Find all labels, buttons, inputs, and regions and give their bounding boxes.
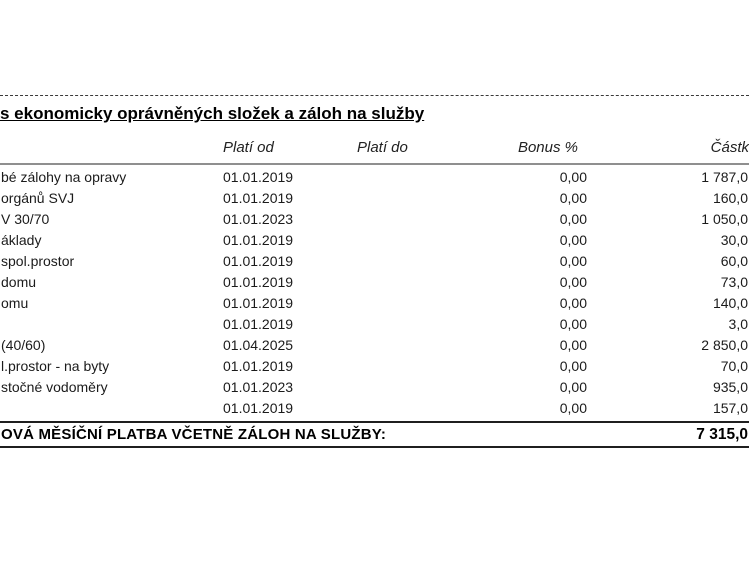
- bonus-value: 0,00: [559, 274, 587, 290]
- bonus-value: 0,00: [559, 253, 587, 269]
- bonus-value: 0,00: [559, 379, 587, 395]
- column-header-valid-from: Platí od: [223, 139, 274, 156]
- bonus-value: 0,00: [559, 358, 587, 374]
- amount-value: 60,0: [720, 253, 748, 269]
- fee-item-label: spol.prostor: [1, 253, 75, 269]
- table-row: [0, 377, 749, 398]
- table-column-headers: [0, 139, 749, 157]
- table-row: [0, 272, 749, 293]
- fee-item-label: V 30/70: [1, 211, 50, 227]
- valid-from-value: 01.01.2023: [223, 211, 294, 227]
- bonus-value: 0,00: [559, 211, 587, 227]
- valid-from-value: 01.01.2019: [223, 400, 294, 416]
- table-row: [0, 314, 749, 335]
- fee-item-label: orgánů SVJ: [1, 190, 75, 206]
- fee-item-label: bé zálohy na opravy: [1, 169, 127, 185]
- bonus-value: 0,00: [559, 232, 587, 248]
- amount-value: 2 850,0: [701, 337, 748, 353]
- table-row: [0, 398, 749, 419]
- amount-value: 3,0: [728, 316, 748, 332]
- valid-from-value: 01.01.2019: [223, 232, 294, 248]
- fee-item-label: stočné vodoměry: [1, 379, 108, 395]
- fee-item-label: (40/60): [1, 337, 46, 353]
- amount-value: 140,0: [712, 295, 748, 311]
- table-row: [0, 188, 749, 209]
- valid-from-value: 01.01.2019: [223, 295, 294, 311]
- amount-value: 73,0: [720, 274, 748, 290]
- section-heading: s ekonomicky oprávněných složek a záloh na služby: [0, 104, 425, 123]
- fee-item-label: l.prostor - na byty: [1, 358, 110, 374]
- amount-value: 160,0: [712, 190, 748, 206]
- valid-from-value: 01.01.2019: [223, 316, 294, 332]
- header-rule: [0, 163, 749, 165]
- valid-from-value: 01.01.2019: [223, 190, 294, 206]
- bonus-value: 0,00: [559, 295, 587, 311]
- table-row: [0, 230, 749, 251]
- valid-from-value: 01.01.2019: [223, 169, 294, 185]
- column-header-amount: Částk: [710, 139, 749, 156]
- valid-from-value: 01.01.2023: [223, 379, 294, 395]
- top-dashed-divider: [0, 95, 749, 96]
- total-amount: 7 315,0: [696, 426, 748, 443]
- table-rows: [0, 167, 749, 419]
- total-row: [0, 426, 749, 444]
- table-row: [0, 209, 749, 230]
- amount-value: 30,0: [720, 232, 748, 248]
- bonus-value: 0,00: [559, 400, 587, 416]
- column-header-bonus: Bonus %: [517, 139, 578, 156]
- table-row: [0, 167, 749, 188]
- valid-from-value: 01.01.2019: [223, 274, 294, 290]
- table-row: [0, 251, 749, 272]
- fee-item-label: áklady: [1, 232, 42, 248]
- fee-item-label: omu: [1, 295, 29, 311]
- total-rule-top: [0, 421, 749, 423]
- amount-value: 1 787,0: [701, 169, 748, 185]
- table-row: [0, 335, 749, 356]
- column-header-valid-to: Platí do: [357, 139, 408, 156]
- fee-item-label: domu: [1, 274, 37, 290]
- table-row: [0, 356, 749, 377]
- amount-value: 1 050,0: [701, 211, 748, 227]
- valid-from-value: 01.04.2025: [223, 337, 294, 353]
- valid-from-value: 01.01.2019: [223, 358, 294, 374]
- bonus-value: 0,00: [559, 169, 587, 185]
- amount-value: 70,0: [720, 358, 748, 374]
- bonus-value: 0,00: [559, 316, 587, 332]
- table-row: [0, 293, 749, 314]
- total-rule-bottom: [0, 446, 749, 448]
- valid-from-value: 01.01.2019: [223, 253, 294, 269]
- amount-value: 157,0: [712, 400, 748, 416]
- amount-value: 935,0: [712, 379, 748, 395]
- bonus-value: 0,00: [559, 337, 587, 353]
- bonus-value: 0,00: [559, 190, 587, 206]
- total-label: OVÁ MĚSÍČNÍ PLATBA VČETNĚ ZÁLOH NA SLUŽBY:: [1, 426, 387, 443]
